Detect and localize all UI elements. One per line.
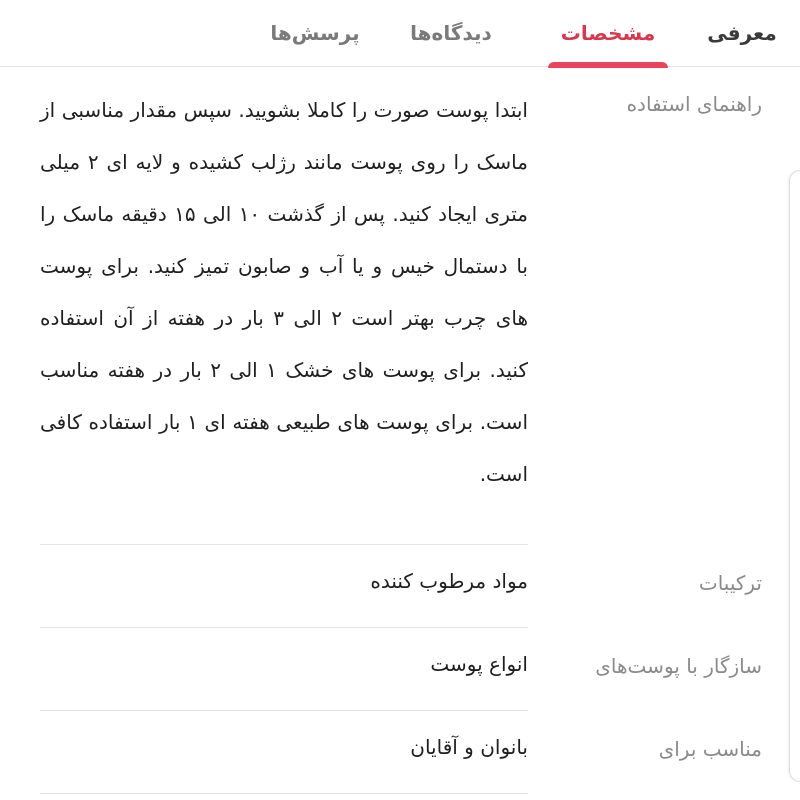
scrollbar[interactable] xyxy=(789,170,800,782)
spec-label-ingredients: ترکیبات xyxy=(698,571,762,595)
tab-bar xyxy=(0,0,800,67)
spec-value-suitable-for: بانوان و آقایان xyxy=(410,735,528,759)
spec-label-usage: راهنمای استفاده xyxy=(626,92,762,116)
spec-row-suitable-for xyxy=(0,711,800,793)
spec-row-usage xyxy=(0,70,800,545)
spec-label-suitable-for: مناسب برای xyxy=(658,737,762,761)
spec-row-ingredients xyxy=(0,545,800,627)
spec-row-compatible-skin xyxy=(0,628,800,710)
tab-reviews[interactable]: دیدگاه‌ها xyxy=(410,21,492,45)
tab-specs[interactable]: مشخصات xyxy=(548,0,668,66)
spec-divider xyxy=(40,793,528,794)
spec-label-compatible-skin: سازگار با پوست‌های xyxy=(595,654,762,678)
tab-questions[interactable]: پرسش‌ها xyxy=(270,21,360,45)
tab-intro[interactable]: معرفی xyxy=(707,21,777,45)
spec-value-ingredients: مواد مرطوب کننده xyxy=(370,569,528,593)
spec-value-compatible-skin: انواع پوست xyxy=(430,652,528,676)
spec-value-usage: ابتدا پوست صورت را کاملا بشویید. سپس مقدار مناسبی از ماسک را روی پوست مانند رژلب کشیده و لایه ای ۲ میلی متری ایجاد کنید. پس از گذشت ۱۰ الی ۱۵ دقیقه ماسک را با دستمال خیس و یا آب و صابون تمیز کنید. برای پوست های چرب بهتر است ۲ الی ۳ بار در هفته از آن استفاده کنید. برای پوست های خشک ۱ الی ۲ بار در هفته مناسب است. برای پوست های طبیعی هفته ای ۱ بار استفاده کافی است. xyxy=(40,98,529,486)
